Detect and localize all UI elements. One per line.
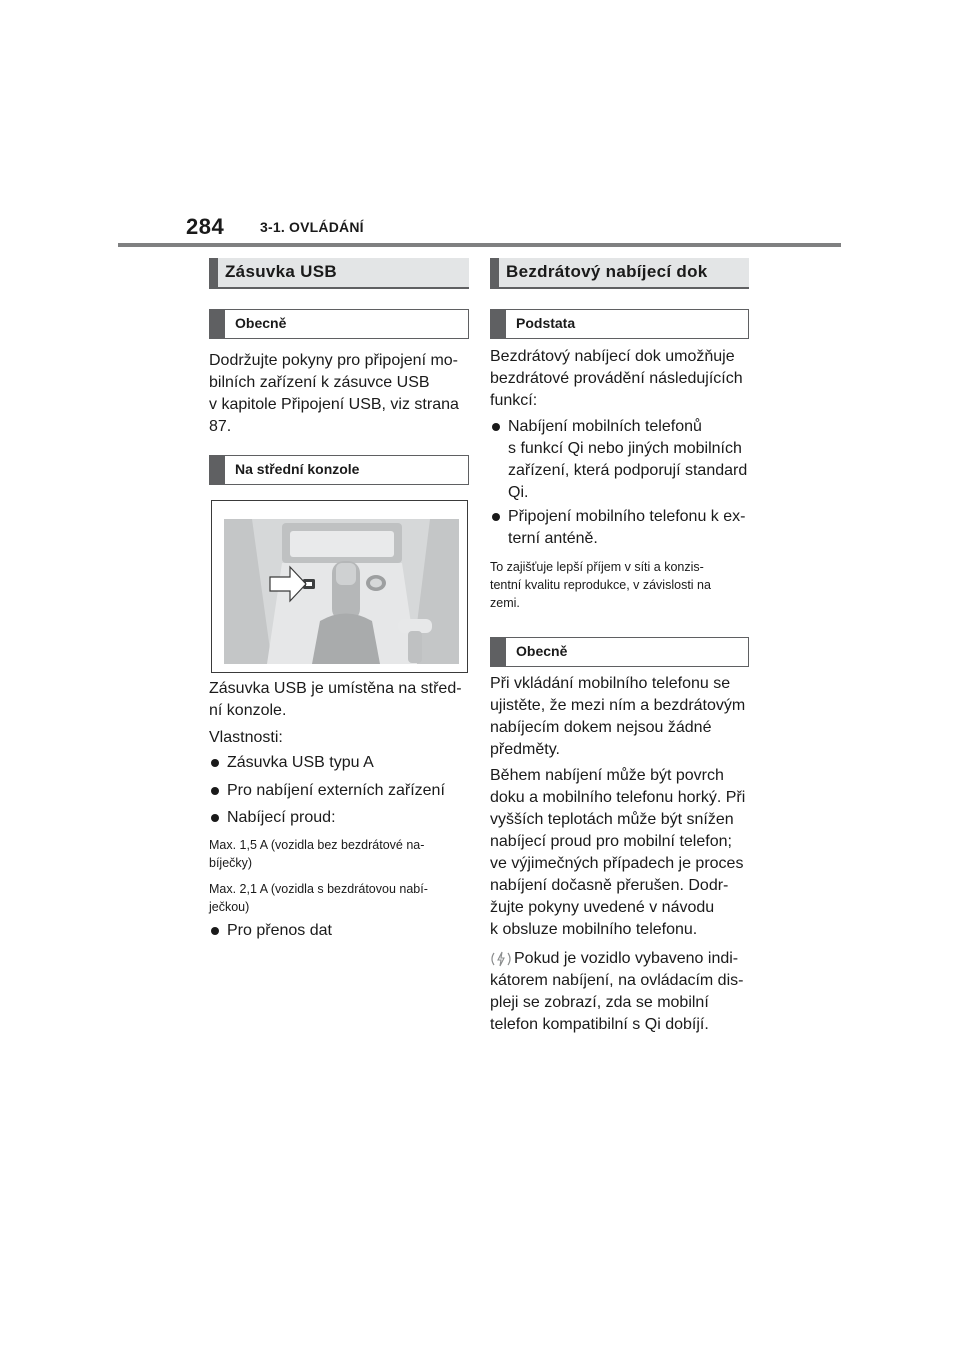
heat-text: Během nabíjení může být povrch doku a mobilního telefonu horký. Při vyšších teplotách může být snížen nabíjecí proud pro mobilní telefon; ve výjimečných případech je proces nabíjení dočasně přerušen. Dodr- žujte pokyny uvedené v návodu k obsluze mobilního telefonu. [490, 767, 746, 938]
list-item: Pro přenos dat [209, 920, 469, 942]
general-text: Dodržujte pokyny pro připojení mo- bilních zařízení k zásuvce USB v kapitole Připojení USB, viz strana 87. [209, 352, 459, 435]
list-item: Připojení mobilního telefonu k ex- terní anténě. [490, 506, 750, 550]
current-note-2: Max. 2,1 A (vozidla s bezdrátovou nabí- ječkou) [209, 882, 428, 914]
section-title: 3-1. OVLÁDÁNÍ [260, 219, 364, 235]
wireless-charging-icon [490, 951, 512, 974]
usb-socket-heading: Zásuvka USB [209, 258, 469, 289]
essence-subheading: Podstata [490, 309, 749, 339]
properties-label: Vlastnosti: [209, 729, 283, 746]
list-item: Zásuvka USB typu A [209, 752, 469, 774]
general-subheading: Obecně [490, 637, 749, 667]
placement-text: Při vkládání mobilního telefonu se ujistěte, že mezi ním a bezdrátovým nabíjecím dokem nejsou žádné předměty. [490, 675, 746, 758]
wireless-dock-heading: Bezdrátový nabíjecí dok [490, 258, 749, 289]
center-console-subheading: Na střední konzole [209, 455, 469, 485]
indicator-text: Pokud je vozidlo vybaveno indi- kátorem nabíjení, na ovládacím dis- pleji se zobrazí, zda se mobilní telefon kompatibilní s Qi dobíjí. [490, 950, 744, 1033]
header-rule [118, 243, 841, 247]
page-number: 284 [186, 214, 225, 239]
list-item: Pro nabíjení externích zařízení [209, 780, 469, 802]
list-item: Nabíjecí proud: [209, 807, 469, 829]
general-subheading: Obecně [209, 309, 469, 339]
current-note-1: Max. 1,5 A (vozidla bez bezdrátové na- bíječky) [209, 838, 425, 870]
console-caption: Zásuvka USB je umístěna na střed- ní konzole. [209, 680, 462, 719]
reception-note: To zajišťuje lepší příjem v síti a konzis- tentní kvalitu reprodukce, v závislosti na zemi. [490, 560, 711, 610]
intro-text: Bezdrátový nabíjecí dok umožňuje bezdrátové provádění následujících funkcí: [490, 348, 743, 409]
list-item: Nabíjení mobilních telefonů s funkcí Qi nebo jiných mobilních zařízení, která podporují standard Qi. [490, 416, 750, 504]
console-illustration [211, 500, 468, 673]
